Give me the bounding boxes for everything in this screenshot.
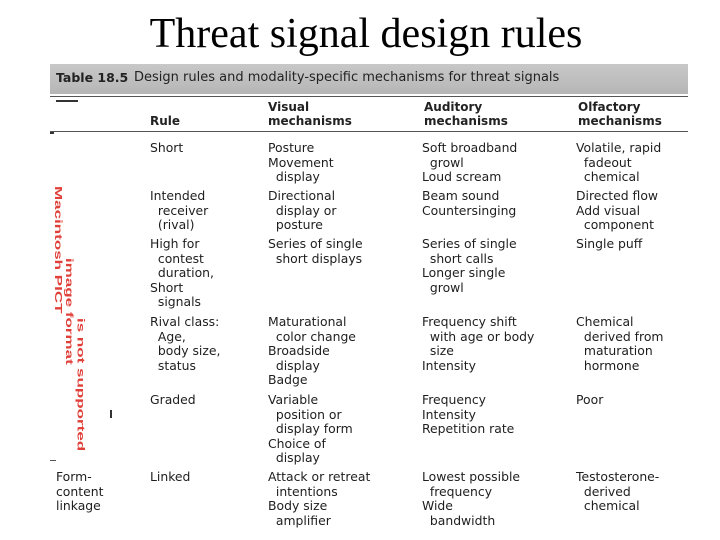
placeholder-line-3: is not supported bbox=[74, 318, 87, 452]
cell-olfactory: Single puff bbox=[576, 236, 643, 251]
cell-rule: Short bbox=[150, 140, 184, 155]
table-rule-top bbox=[50, 96, 688, 97]
cell-visual: Variable position or display form Choice of display bbox=[268, 392, 353, 466]
cell-rule: Graded bbox=[150, 392, 196, 407]
stub-mark bbox=[110, 410, 112, 418]
table-image bbox=[50, 64, 688, 540]
cell-auditory: Frequency Intensity Repetition rate bbox=[422, 392, 515, 437]
table-number: Table 18.5 bbox=[56, 70, 129, 85]
cell-rule: Linked bbox=[150, 469, 191, 484]
placeholder-line-1: Macintosh PICT bbox=[52, 186, 65, 314]
cell-visual: Series of single short displays bbox=[268, 236, 363, 266]
cell-rule: Rival class: Age, body size, status bbox=[150, 314, 221, 373]
cell-auditory: Lowest possible frequency Wide bandwidth bbox=[422, 469, 521, 528]
cell-olfactory: Testosterone- derived chemical bbox=[576, 469, 660, 514]
table-caption: Design rules and modality-specific mechanisms for threat signals bbox=[134, 70, 560, 85]
stub-mark bbox=[56, 100, 78, 102]
cell-auditory: Frequency shift with age or body size Intensity bbox=[422, 314, 535, 373]
header-rule: Rule bbox=[150, 114, 181, 128]
section-tick bbox=[50, 460, 56, 461]
cell-visual: Maturational color change Broadside display Badge bbox=[268, 314, 356, 388]
cell-visual: Attack or retreat intentions Body size amplifier bbox=[268, 469, 371, 528]
cell-olfactory: Poor bbox=[576, 392, 604, 407]
cell-auditory: Series of single short calls Longer single growl bbox=[422, 236, 517, 295]
cell-auditory: Beam sound Countersinging bbox=[422, 188, 517, 218]
header-auditory: Auditory mechanisms bbox=[424, 100, 508, 128]
cell-olfactory: Volatile, rapid fadeout chemical bbox=[576, 140, 662, 185]
cell-section-label: Form- content linkage bbox=[56, 469, 104, 514]
cell-visual: Directional display or posture bbox=[268, 188, 337, 233]
stub-mark bbox=[50, 132, 54, 134]
cell-visual: Posture Movement display bbox=[268, 140, 334, 185]
slide-title: Threat signal design rules bbox=[149, 11, 583, 57]
header-visual: Visual mechanisms bbox=[268, 100, 352, 128]
cell-rule: Intended receiver (rival) bbox=[150, 188, 209, 233]
cell-rule: High for contest duration, Short signals bbox=[150, 236, 214, 310]
cell-olfactory: Chemical derived from maturation hormone bbox=[576, 314, 664, 373]
table-rule-header bbox=[50, 131, 688, 132]
cell-auditory: Soft broadband growl Loud scream bbox=[422, 140, 518, 185]
table-caption-bar bbox=[50, 64, 688, 94]
cell-olfactory: Directed flow Add visual component bbox=[576, 188, 659, 233]
placeholder-line-2: image format bbox=[63, 258, 76, 365]
image-placeholder bbox=[50, 186, 90, 452]
header-olfactory: Olfactory mechanisms bbox=[578, 100, 662, 128]
